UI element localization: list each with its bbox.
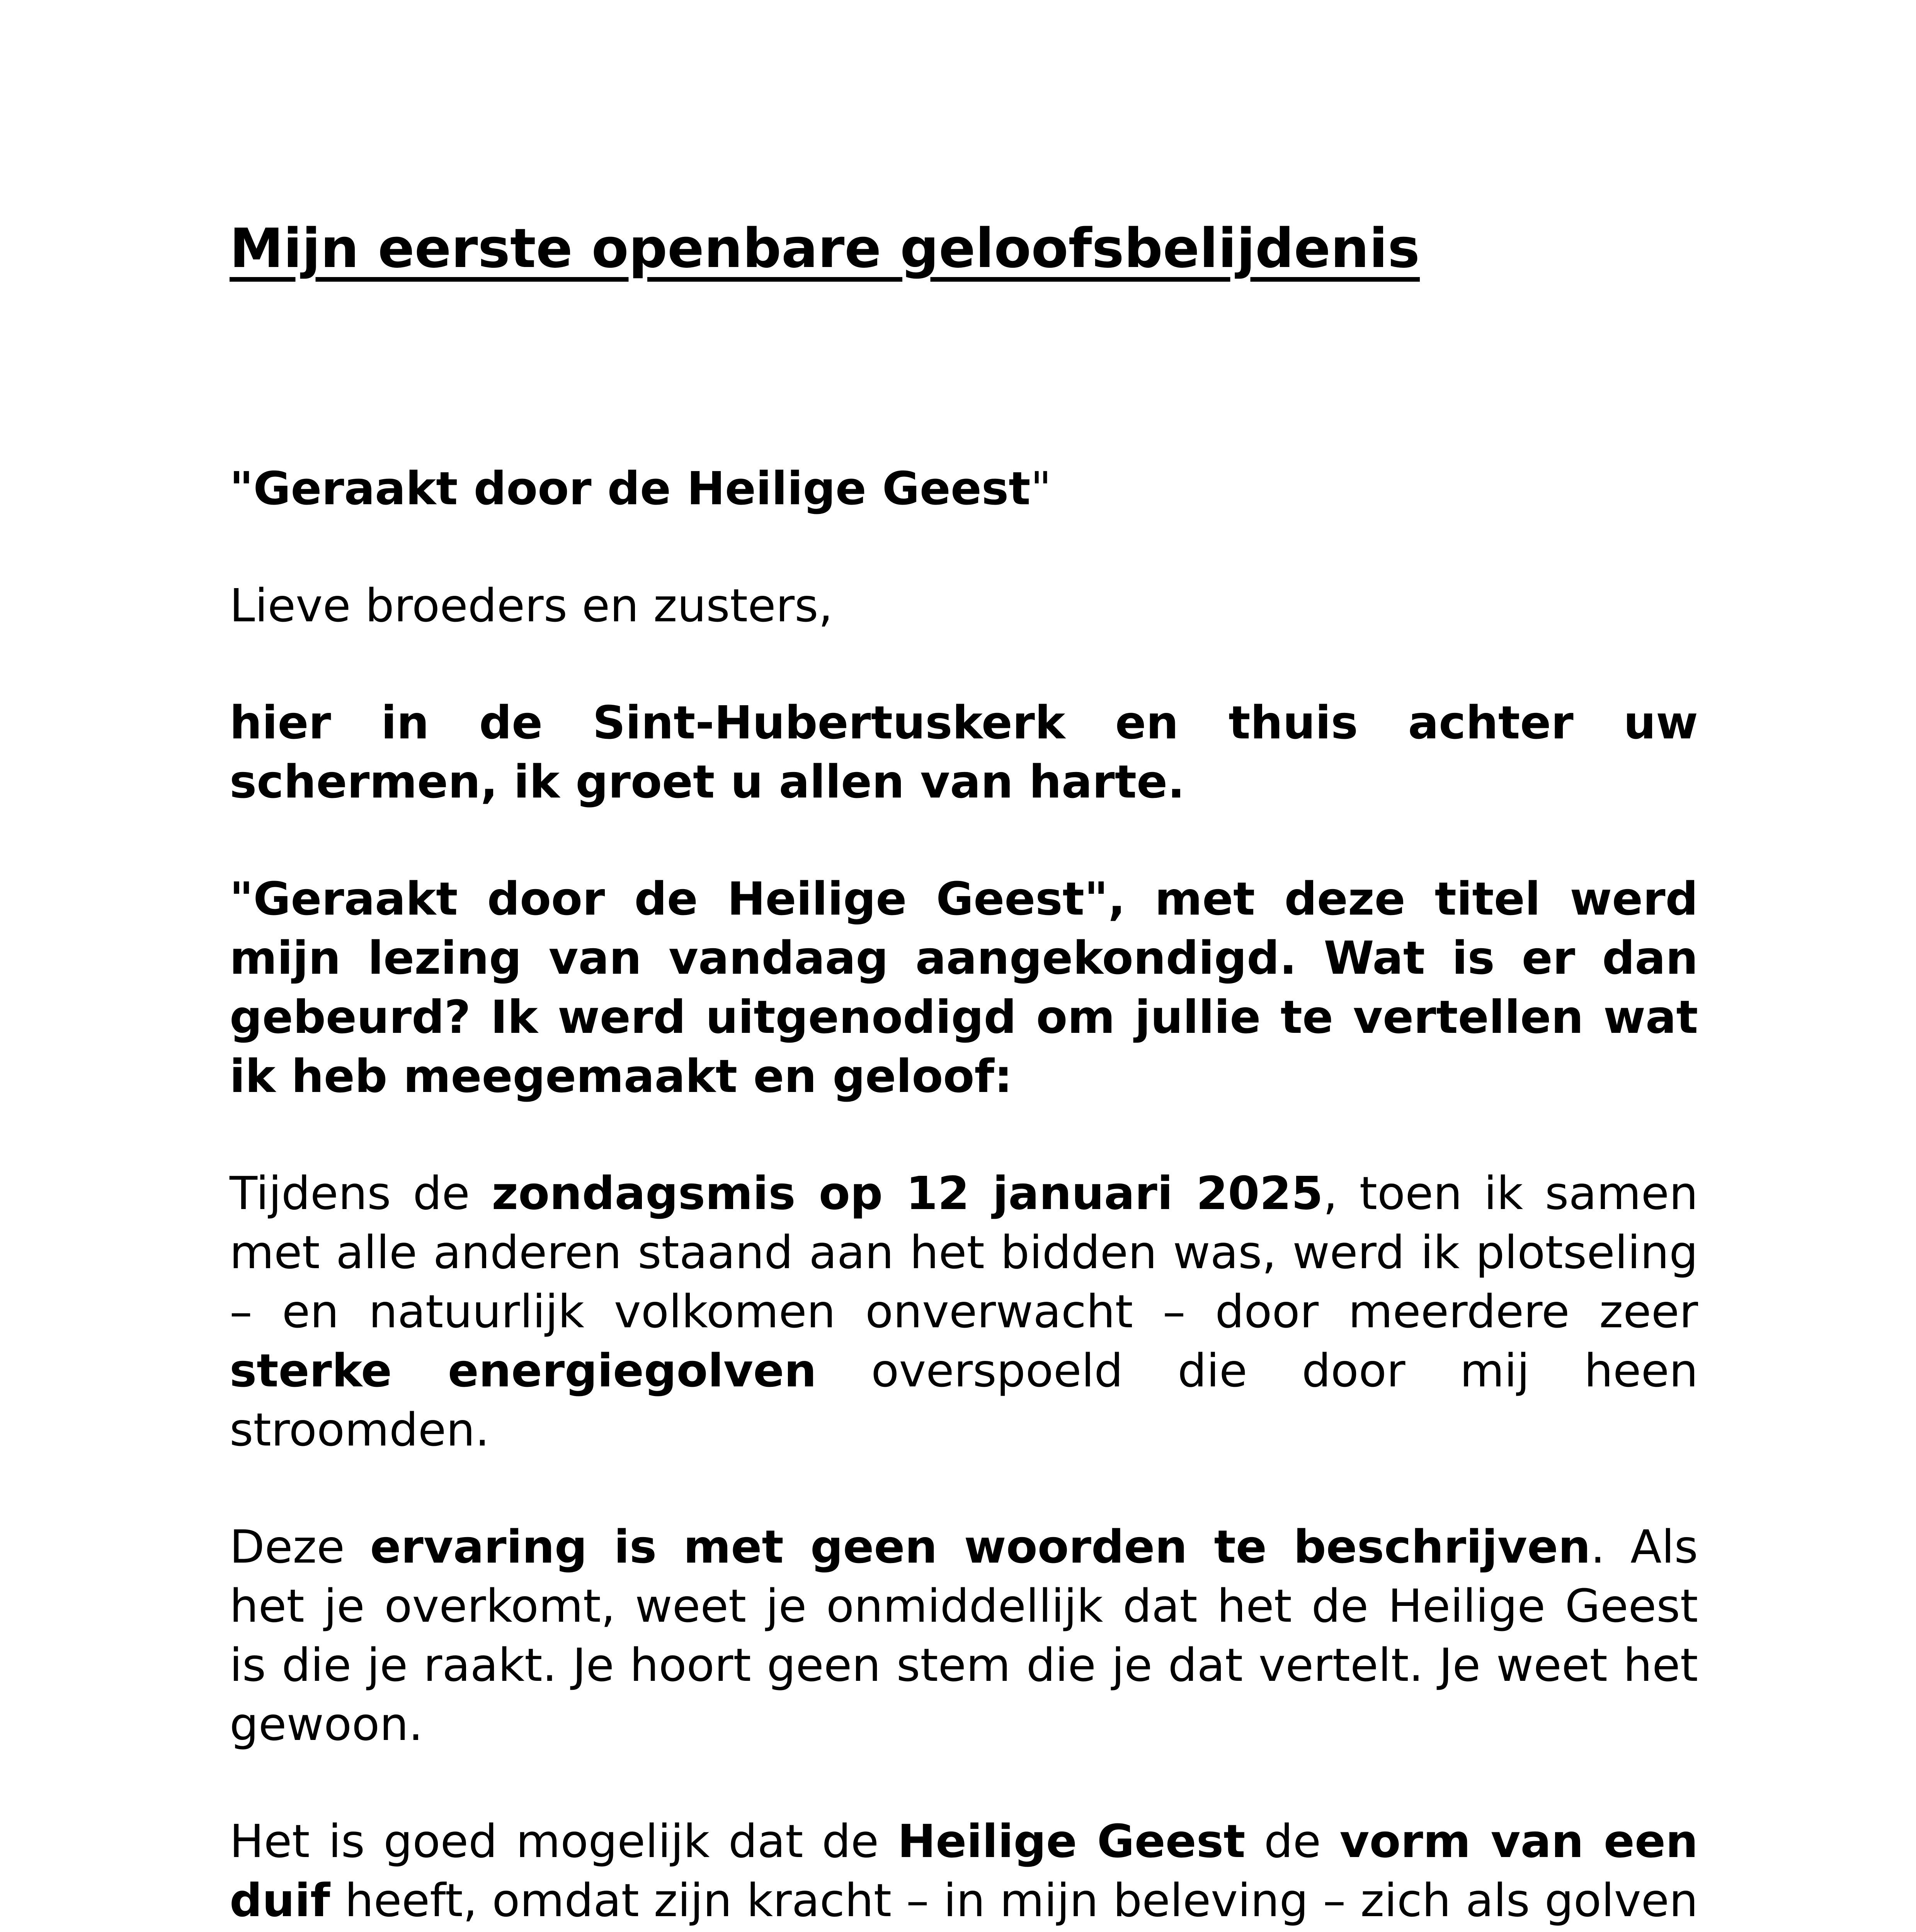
- paragraph-welcome: hier in de Sint-Hubertuskerk en thuis achter uw schermen, ik groet u allen van harte.: [230, 696, 1698, 808]
- paragraph-announcement: "Geraakt door de Heilige Geest", met deze titel werd mijn lezing van vandaag aangekondigd. Wat is er dan gebeurd? Ik werd uitgenodigd om jullie te vertellen wat ik heb meegemaakt en geloof:: [230, 872, 1698, 1103]
- bold-run: sterke energiegolven: [230, 1344, 817, 1397]
- greeting: Lieve broeders en zusters,: [230, 579, 833, 632]
- subtitle: [230, 459, 1698, 518]
- bold-run: ervaring is met geen woorden te beschrijven: [370, 1520, 1591, 1573]
- subtitle-quote: ": [1030, 462, 1052, 515]
- text-run: heeft, omdat zijn kracht – in mijn beleving – zich als golven: [345, 1874, 1698, 1927]
- paragraph-indescribable: [230, 1517, 1698, 1754]
- text-run: Het is goed mogelijk dat de: [230, 1815, 898, 1868]
- text-run: . Als het je overkomt, weet je onmiddellijk dat het de Heilige Geest is die je raakt. Je hoort geen stem die je dat vertelt. Je weet het gewoon.: [230, 1520, 1698, 1751]
- page-title: Mijn eerste openbare geloofsbelijdenis: [230, 217, 1420, 280]
- bold-run: Heilige Geest: [897, 1815, 1246, 1868]
- text-run: Deze: [230, 1520, 370, 1573]
- bold-run: vorm van een duif: [230, 1815, 1698, 1927]
- text-run: , toen ik samen met alle anderen staand aan het bidden was, werd ik plotseling – en natuurlijk volkomen onverwacht – door meerdere zeer: [230, 1167, 1698, 1338]
- text-run: Tijdens de: [230, 1167, 492, 1220]
- page-content: [230, 216, 1698, 1932]
- paragraph-experience: [230, 1164, 1698, 1459]
- subtitle-bold: "Geraakt door de Heilige Geest: [230, 462, 1031, 515]
- text-run: overspoeld die door mij heen stroomden.: [230, 1344, 1698, 1456]
- text-run: de: [1245, 1815, 1340, 1868]
- paragraph-dove: [230, 1812, 1698, 1932]
- bold-run: zondagsmis op 12 januari 2025: [492, 1167, 1323, 1220]
